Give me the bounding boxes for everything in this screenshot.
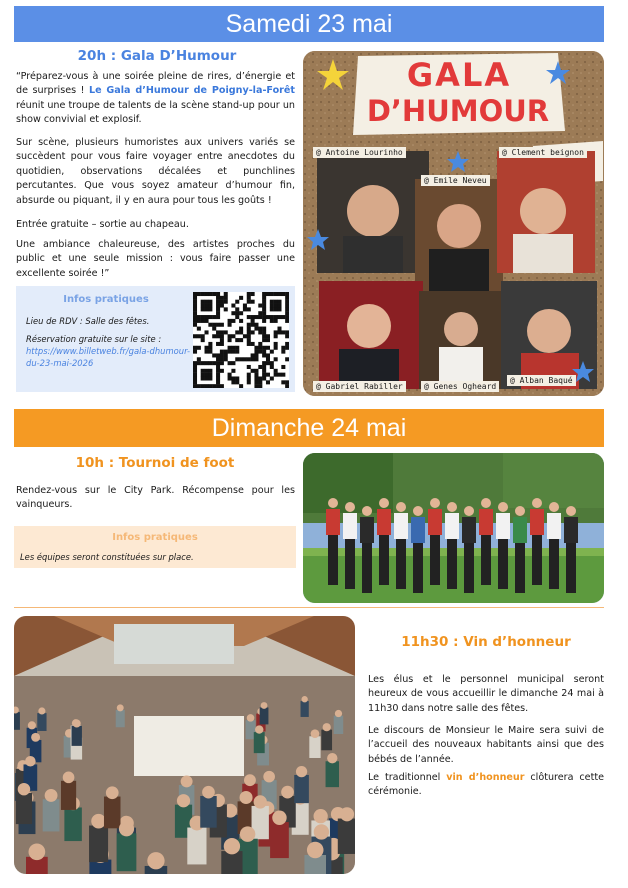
foot-info-title: Infos pratiques: [112, 532, 198, 543]
reception-photo-graphic: [14, 616, 355, 874]
foot-info-box: [14, 526, 296, 568]
vin-title: 11h30 : Vin d’honneur: [401, 634, 571, 650]
sunday-banner: Dimanche 24 mai: [14, 409, 604, 447]
poster-name-1: @ Antoine Lourinho: [313, 147, 406, 158]
poster-name-5: @ Genes Ogheard: [421, 381, 499, 392]
gala-info-reservation: Réservation gratuite sur le site :: [26, 334, 162, 344]
reception-photo: [14, 616, 355, 874]
poster-name-2: @ Emile Neveu: [421, 175, 490, 186]
qr-code[interactable]: [193, 292, 289, 388]
vin-paragraph-2: Le discours de Monsieur le Maire sera suivi de l’accueil des nouveaux habitants ainsi que des bébés de l’année.: [368, 725, 604, 765]
vin-p3-text-a: Le traditionnel: [368, 772, 447, 783]
gala-p1-text-a: “Préparez-vous à une soirée pleine de rires, d’énergie et de surprises !: [16, 71, 295, 97]
gala-paragraph-2: Sur scène, plusieurs humoristes aux univers variés se succèdent pour vous faire voyager entre anecdotes du quotidien, observations décalées et punchlines percutantes. Que vous soyez amateur d’humour fin, absurde ou piquant, il y en aura pour tous les goûts !: [16, 137, 295, 206]
gala-p1-highlight: Le Gala d’Humour de Poigny-la-Forêt: [89, 85, 296, 97]
gala-p1-text-b: réunit une troupe de talents de la scène stand-up pour un show convivial et explosif.: [16, 99, 295, 126]
poster-name-3: @ Clement beignon: [499, 147, 587, 158]
foot-info-text: Les équipes seront constituées sur place.: [20, 552, 194, 562]
poster-title-line1: GALA: [406, 56, 512, 94]
poster-name-4: @ Gabriel Rabiller: [313, 381, 406, 392]
gala-title: 20h : Gala D’Humour: [77, 48, 237, 64]
vin-p3-highlight: vin d’honneur: [446, 772, 525, 783]
gala-paragraph-4: Une ambiance chaleureuse, des artistes proches du public et une seule mission : vous faire passer une excellente soirée !”: [16, 239, 295, 279]
gala-info-box: [16, 286, 295, 392]
section-divider: [14, 607, 604, 608]
vin-p3-text-b: clôturera cette cérémonie.: [368, 772, 604, 798]
gala-info-title: Infos pratiques: [63, 294, 149, 305]
saturday-banner: Samedi 23 mai: [14, 6, 604, 42]
poster-title-line2: D’HUMOUR: [366, 94, 550, 128]
foot-text: Rendez-vous sur le City Park. Récompense pour les vainqueurs.: [16, 485, 295, 511]
vin-paragraph-1: Les élus et le personnel municipal seront heureux de vous accueillir le dimanche 24 mai à 11h30 dans notre salle des fêtes.: [368, 674, 604, 714]
foot-title: 10h : Tournoi de foot: [75, 455, 235, 471]
qr-code-graphic: [193, 292, 289, 388]
football-photo: [303, 453, 604, 603]
gala-info-location: Lieu de RDV : Salle des fêtes.: [26, 316, 150, 326]
gala-paragraph-1: [16, 70, 295, 128]
gala-info-link[interactable]: https://www.billetweb.fr/gala-dhumour-du-23-mai-2026: [26, 346, 191, 368]
vin-paragraph-3: [368, 771, 604, 800]
gala-paragraph-3: Entrée gratuite – sortie au chapeau.: [16, 219, 189, 230]
poster-name-6: @ Alban Baqué: [507, 375, 576, 386]
gala-poster: [303, 51, 604, 396]
football-photo-graphic: [303, 453, 604, 603]
